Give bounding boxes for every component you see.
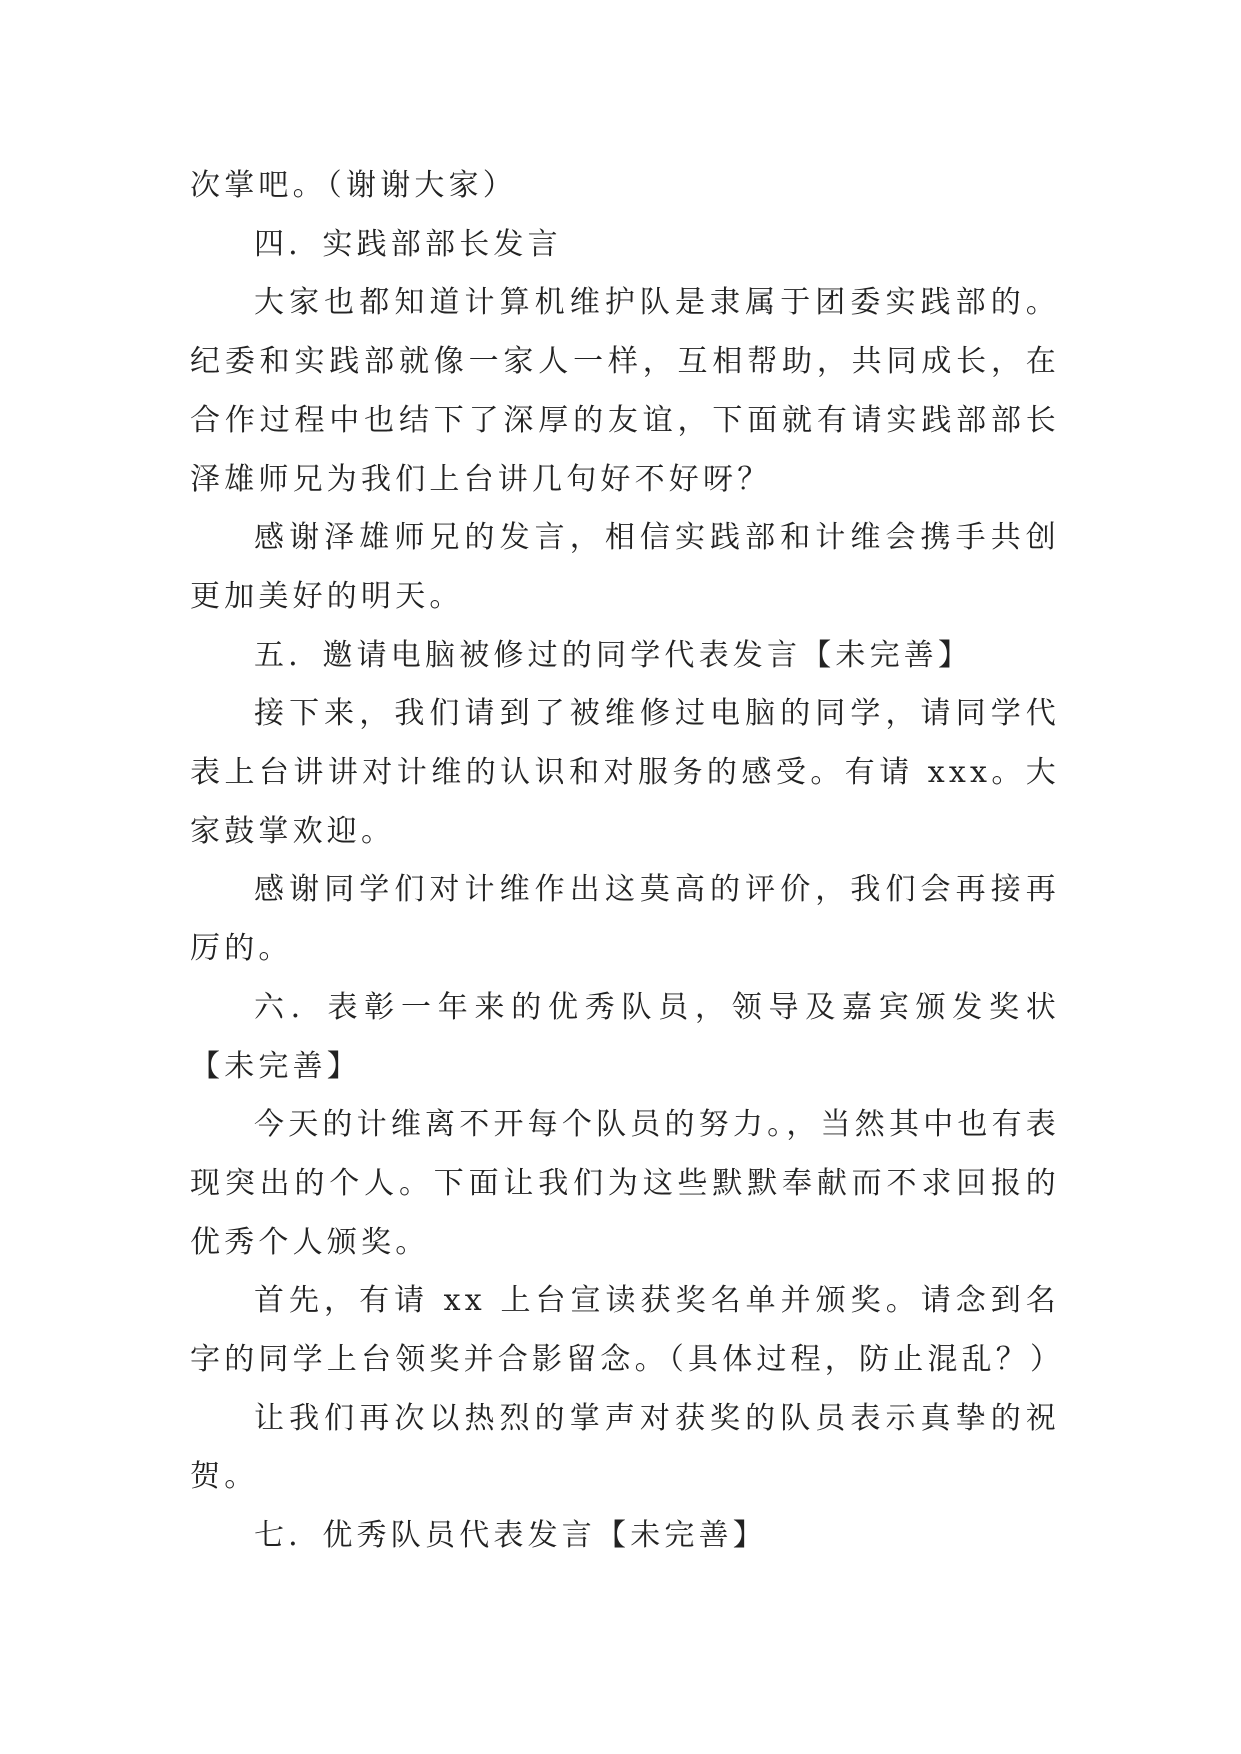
section-heading-7: 七．优秀队员代表发言【未完善】 — [254, 1518, 767, 1554]
section-heading-4: 四．实践部部长发言 — [254, 226, 562, 262]
paragraph: 接下来，我们请到了被维修过电脑的同学，请同学代表上台讲讲对计维的认识和对服务的感受。有请 xxx。大家鼓掌欢迎。 — [190, 696, 1060, 849]
paragraph: 今天的计维离不开每个队员的努力。，当然其中也有表现突出的个人。下面让我们为这些默默奉献而不求回报的优秀个人颁奖。 — [190, 1107, 1060, 1260]
paragraph: 感谢泽雄师兄的发言，相信实践部和计维会携手共创更加美好的明天。 — [190, 520, 1060, 614]
section-heading-5: 五．邀请电脑被修过的同学代表发言【未完善】 — [254, 637, 973, 673]
paragraph: 让我们再次以热烈的掌声对获奖的队员表示真挚的祝贺。 — [190, 1400, 1060, 1495]
paragraph-closing-line: 次掌吧。（谢谢大家） — [190, 168, 517, 203]
paragraph: 首先，有请 xx 上台宣读获奖名单并颁奖。请念到名字的同学上台领奖并合影留念。（具体过程，防止混乱？） — [190, 1283, 1065, 1378]
paragraph: 感谢同学们对计维作出这莫高的评价，我们会再接再厉的。 — [190, 872, 1060, 967]
section-heading-6: 六．表彰一年来的优秀队员，领导及嘉宾颁发奖状【未完善】 — [190, 989, 1060, 1084]
paragraph: 大家也都知道计算机维护队是隶属于团委实践部的。纪委和实践部就像一家人一样，互相帮助，共同成长，在合作过程中也结下了深厚的友谊，下面就有请实践部部长泽雄师兄为我们上台讲几句好不好呀？ — [190, 285, 1060, 497]
document-body — [190, 157, 1065, 1566]
